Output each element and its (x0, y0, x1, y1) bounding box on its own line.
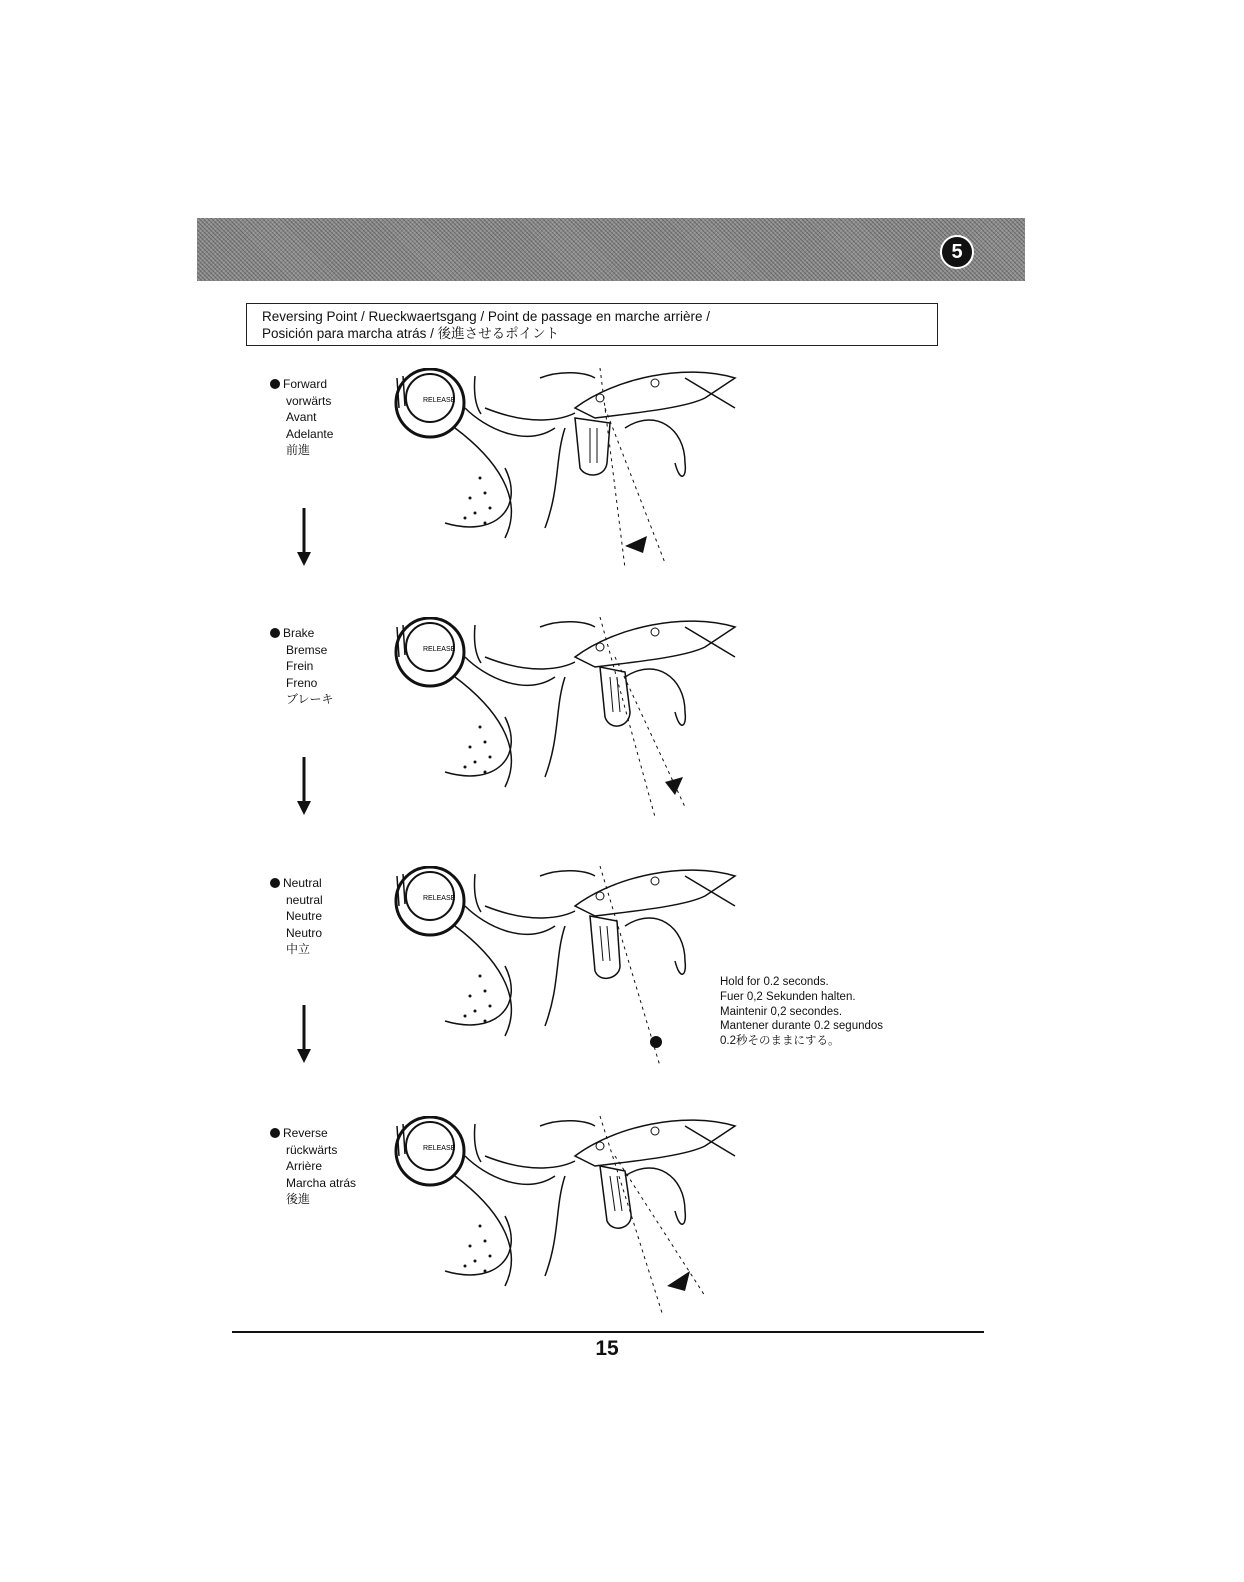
step-label-reverse (270, 1125, 356, 1208)
grip-illustration-brake (385, 617, 785, 832)
step-label-line: Avant (286, 410, 317, 424)
step-label-line: Brake (283, 626, 315, 640)
section-title-line-1: Reversing Point / Rueckwaertsgang / Point de passage en marche arrière / (262, 309, 710, 324)
step-label-line: Neutral (283, 876, 322, 890)
section-header-band (197, 218, 1025, 281)
section-title-box (246, 303, 938, 346)
step-label-line: Reverse (283, 1126, 328, 1140)
hold-note-line: Hold for 0.2 seconds. (720, 976, 829, 988)
section-title-line-2: Posición para marcha atrás / 後進させるポイント (262, 326, 560, 341)
step-label-line: Bremse (286, 642, 328, 657)
grip-illustration-reverse (385, 1116, 785, 1331)
down-arrow-icon (294, 1005, 314, 1065)
step-label-line: Neutro (286, 925, 323, 940)
bullet-icon (270, 878, 280, 888)
down-arrow-icon (294, 508, 314, 568)
step-label-line: Forward (283, 377, 328, 391)
step-label-brake (270, 625, 334, 708)
page-number: 15 (595, 1337, 619, 1360)
bullet-icon (270, 628, 280, 638)
hold-point-marker (650, 1036, 662, 1048)
release-button-label: RELEASE (423, 397, 456, 404)
release-button-label: RELEASE (423, 1145, 456, 1152)
release-button-label: RELEASE (423, 895, 456, 902)
step-label-neutral (270, 875, 323, 958)
down-arrow-icon (294, 757, 314, 817)
step-label-line: Freno (286, 675, 318, 690)
hold-note-line: Maintenir 0,2 secondes. (720, 1005, 843, 1018)
bullet-icon (270, 1128, 280, 1138)
step-label-line: Arrière (286, 1159, 323, 1173)
grip-illustration-forward (385, 368, 785, 583)
bullet-icon (270, 379, 280, 389)
step-label-line: 中立 (286, 942, 311, 956)
step-label-line: vorwärts (286, 393, 332, 408)
step-label-line: Adelante (286, 426, 334, 441)
step-label-line: ブレーキ (286, 692, 334, 706)
step-label-line: rückwärts (286, 1142, 338, 1157)
step-label-line: Marcha atrás (286, 1175, 357, 1190)
step-label-forward (270, 376, 333, 459)
step-label-line: neutral (286, 892, 323, 907)
hold-note (720, 975, 883, 1049)
step-label-line: Neutre (286, 909, 323, 923)
step-label-line: 後進 (286, 1192, 311, 1206)
step-label-line: 前進 (286, 443, 311, 457)
footer-rule (232, 1331, 984, 1333)
hold-note-line: Fuer 0,2 Sekunden halten. (720, 990, 856, 1003)
release-button-label: RELEASE (423, 646, 456, 653)
hold-note-line: 0.2秒そのままにする。 (720, 1035, 840, 1048)
step-number-badge: 5 (940, 235, 974, 269)
hold-note-line: Mantener durante 0.2 segundos (720, 1020, 884, 1033)
step-label-line: Frein (286, 659, 314, 673)
